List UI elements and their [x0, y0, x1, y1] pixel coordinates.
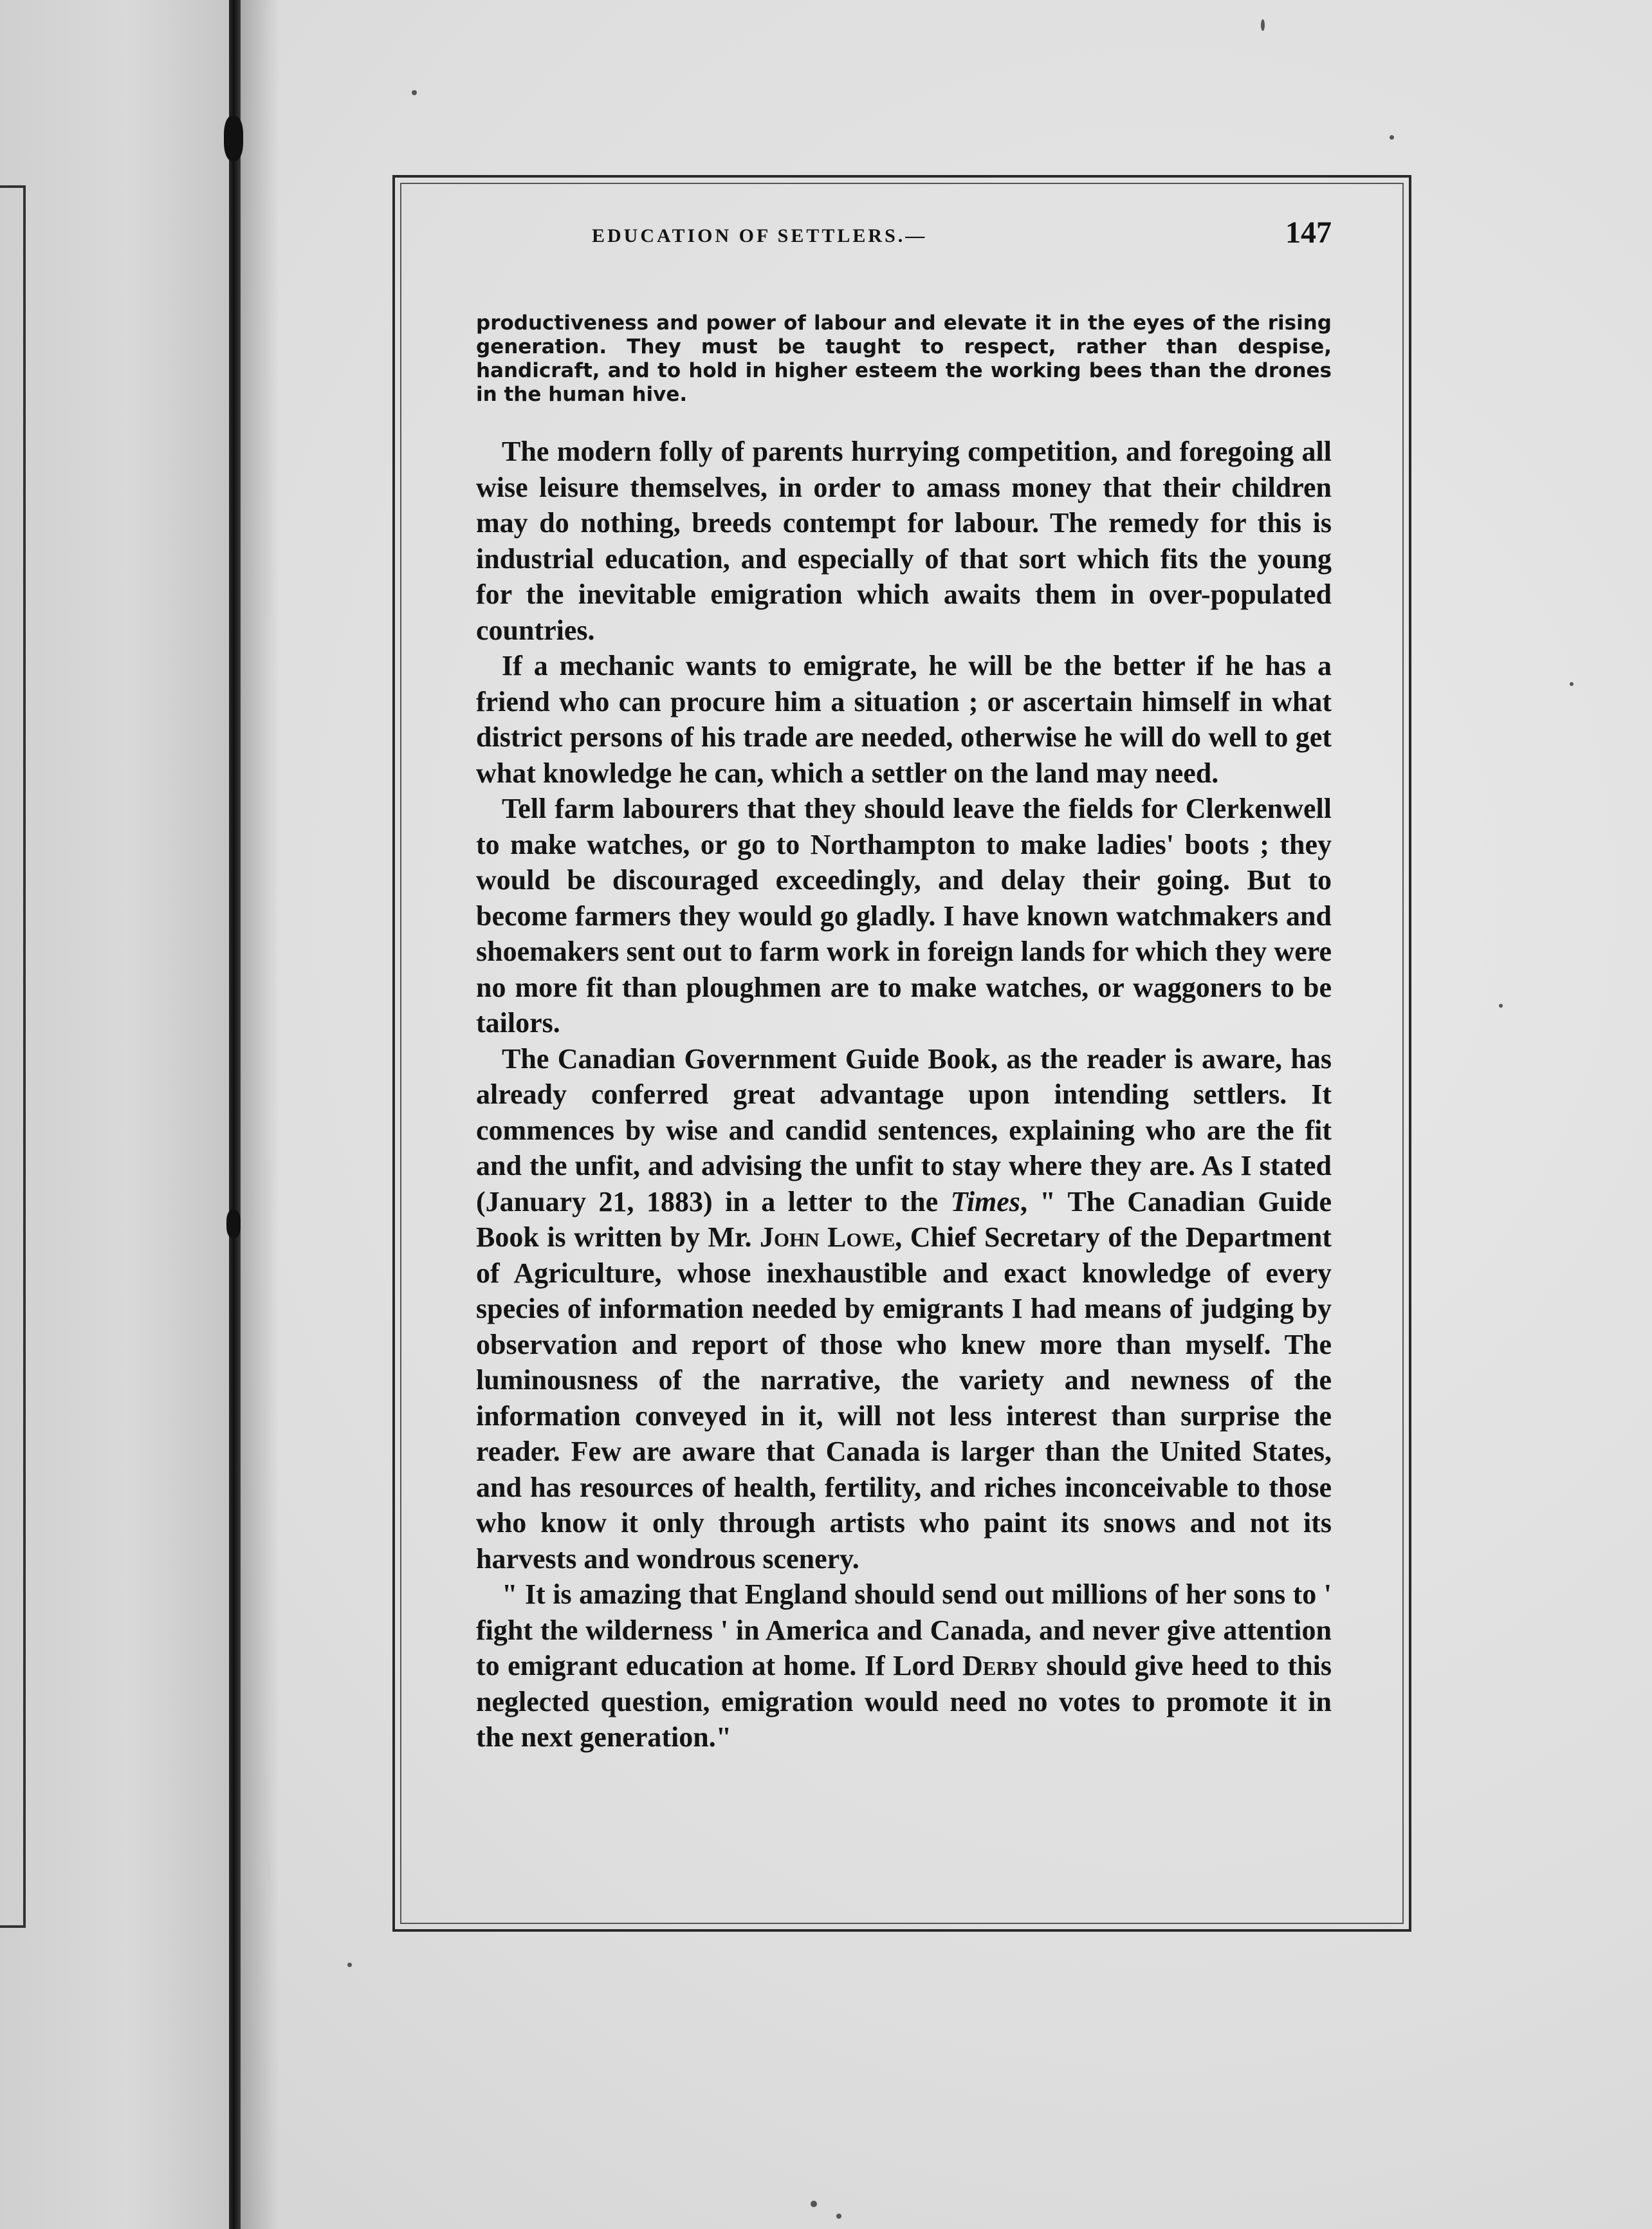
previous-page-edge: [0, 0, 230, 2229]
page-header: [476, 212, 1332, 264]
gutter-shadow: [241, 0, 279, 2229]
scan-speck: [1570, 682, 1574, 686]
paragraph-3: Tell farm labourers that they should leave the fields for Clerkenwell to make watches, or go to Northampton to make ladies' boots ; they would be discouraged exceedingly, and delay their going. But to become farmers they would go gladly. I have known watchmakers and shoemakers sent out to farm work in foreign lands for which they were no more fit than ploughmen are to make watches, or waggoners to be tailors.: [476, 793, 1332, 1039]
scan-speck: [811, 2201, 817, 2207]
scan-speck: [347, 1963, 352, 1967]
page-body: [476, 311, 1332, 1755]
paragraph-4: [476, 1041, 1332, 1577]
times-reference: Times: [950, 1185, 1020, 1217]
paragraph-4-text-1: The Canadian Government Guide Book, as the reader is aware, has already conferred great advantage upon intending settlers. It commences by wise and candid sentences, explaining who are the fit and the unfit, and advising the unfit to stay where they are. As I stated (January 21, 1883) in a letter to the: [476, 1042, 1332, 1217]
previous-page-frame: [0, 185, 26, 1928]
scan-speck: [1390, 135, 1394, 140]
scan-speck: [836, 2214, 841, 2219]
scan-speck: [1261, 19, 1265, 31]
binding-mark: [224, 116, 243, 161]
paragraph-2: If a mechanic wants to emigrate, he will be the better if he has a friend who can procure him a situation ; or ascertain himself in what district persons of his trade are needed, otherwise he will do well to get what knowledge he can, which a settler on the land may need.: [476, 650, 1332, 789]
book-gutter: [229, 0, 241, 2229]
person-name-john-lowe: John Lowe: [760, 1221, 895, 1253]
running-title: EDUCATION OF SETTLERS.—: [592, 225, 928, 246]
binding-mark: [226, 1210, 241, 1238]
paragraph-4-text-3: , Chief Secretary of the Department of Agriculture, whose inexhaustible and exact knowledge of every species of information needed by emigrants I had means of judging by observation and report of those who knew more than myself. The luminousness of the narrative, the variety and newness of the information conveyed in it, will not less interest than surprise the reader. Few are aware that Canada is larger than the United States, and has resources of health, fertility, and riches inconceivable to those who know it only through artists who paint its snows and not its harvests and wondrous scenery.: [476, 1221, 1332, 1575]
extract-paragraph: productiveness and power of labour and elevate it in the eyes of the rising generation. They must be taught to respect, rather than despise, handicraft, and to hold in higher esteem the working bees than the drones in the human hive.: [476, 311, 1332, 406]
paragraph-5-text-1: " It is amazing that England should send out millions of her sons to ' fight the wilderness ' in America and Canada, and never give attention to emigrant education at home. If Lord: [476, 1578, 1332, 1681]
person-name-derby: Derby: [962, 1650, 1038, 1681]
paragraph-5-text-2: should give heed to this neglected question, emigration would need no votes to promote it in the next generation.": [476, 1650, 1332, 1753]
paragraph-5: [476, 1577, 1332, 1755]
scan-speck: [412, 90, 417, 95]
paragraph-1: The modern folly of parents hurrying competition, and foregoing all wise leisure themselves, in order to amass money that their children may do nothing, breeds contempt for labour. The remedy for this is industrial education, and especially of that sort which fits the young for the inevitable emigration which awaits them in over-populated countries.: [476, 436, 1332, 646]
page-number: 147: [1285, 216, 1332, 250]
paragraph-4-text-2: , " The Canadian Guide Book is written by Mr.: [476, 1185, 1332, 1253]
scan-speck: [1499, 1004, 1503, 1008]
